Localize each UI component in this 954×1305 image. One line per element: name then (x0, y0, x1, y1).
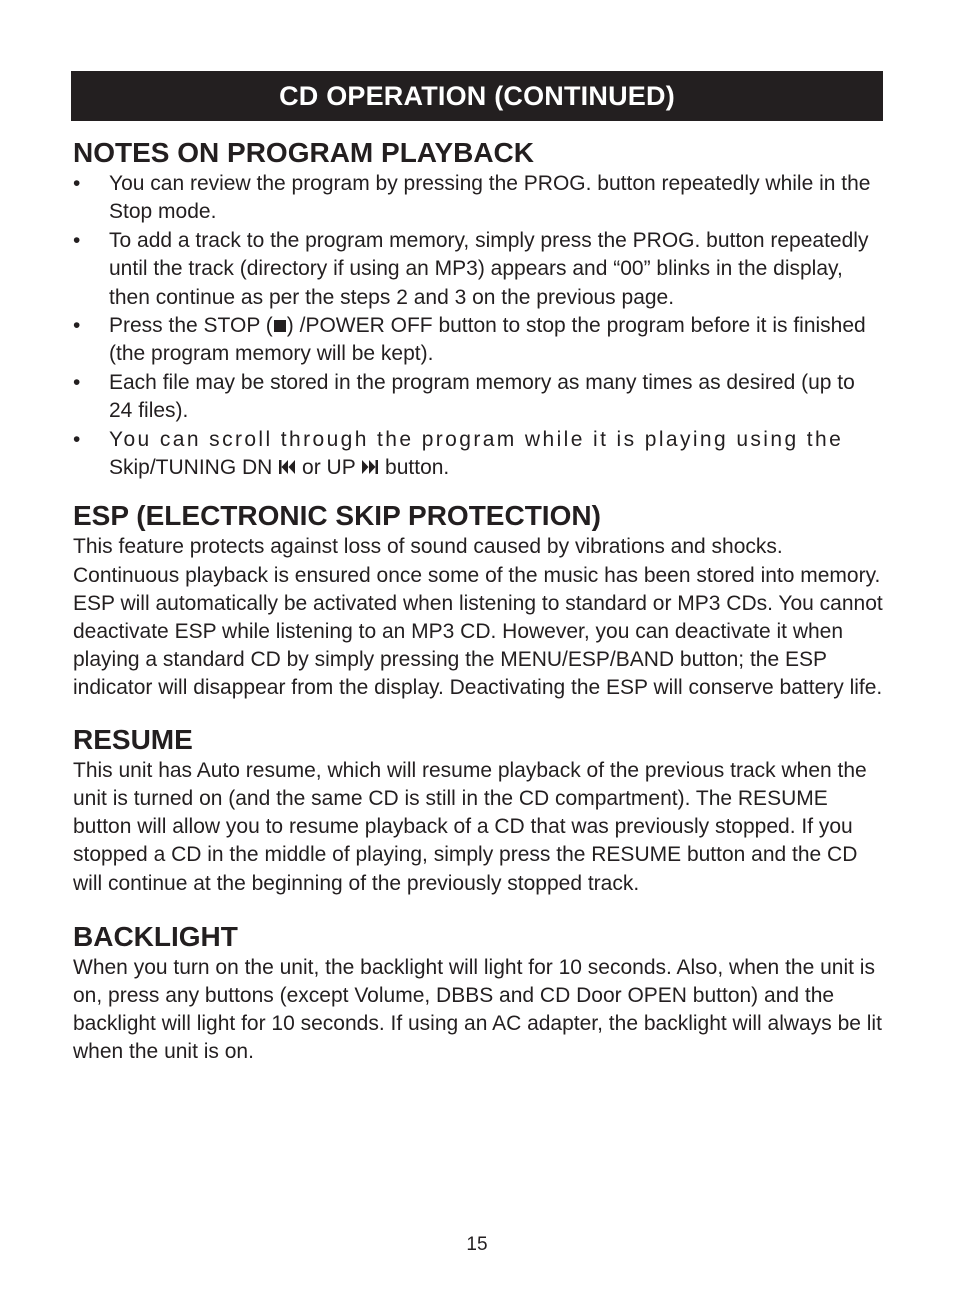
banner-title: CD OPERATION (CONTINUED) (279, 80, 675, 111)
list-item: • You can review the program by pressing the PROG. button repeatedly while in the Stop mode. (73, 172, 871, 224)
skip-back-icon (278, 458, 296, 476)
esp-paragraph-1: This feature protects against loss of sound caused by vibrations and shocks. Continuous playback is ensured once some of the music has been stored into memory. (73, 535, 881, 587)
section-banner (71, 71, 883, 121)
resume-paragraph: This unit has Auto resume, which will resume playback of the previous track when the unit is turned on (and the same CD is still in the CD compartment). The RESUME button will allow you to resume playback of a CD that was previously stopped. If you stopped a CD in the middle of playing, simply press the RESUME button and the CD will continue at the beginning of the previously stopped track. (73, 758, 867, 895)
skip-forward-icon (361, 458, 379, 476)
page-number: 15 (466, 1234, 488, 1255)
esp-heading: ESP (ELECTRONIC SKIP PROTECTION) (73, 500, 601, 532)
esp-paragraph-2: ESP will automatically be activated when listening to standard or MP3 CDs. You cannot deactivate ESP while listening to an MP3 CD. However, you can deactivate it when playing a standard CD by simply pressing the MENU/ESP/BAND button; the ESP indicator will disappear from the display. Deactivating the ESP will conserve battery life. (73, 591, 883, 700)
stop-icon (273, 318, 287, 334)
notes-heading: NOTES ON PROGRAM PLAYBACK (73, 137, 535, 168)
bullet-icon: • (73, 427, 83, 451)
list-item: • You can scroll through the program while it is playing using the Skip/TUNING DN or UP button. (73, 427, 844, 480)
backlight-heading: BACKLIGHT (73, 920, 238, 952)
notes-section (73, 136, 883, 482)
esp-section (73, 499, 883, 702)
bullet-icon: • (73, 228, 81, 252)
backlight-paragraph: When you turn on the unit, the backlight will light for 10 seconds. Also, when the unit is on, press any buttons (except Volume, DBBS and CD Door OPEN button) and the backlight will light for 10 seconds. If using an AC adapter, the backlight will always be lit when the unit is on. (73, 955, 882, 1064)
resume-section (73, 723, 883, 898)
list-item: • Press the STOP ( ) /POWER OFF button to stop the program before it is finished (the program memory will be kept). (73, 314, 866, 366)
notes-list (73, 170, 883, 482)
backlight-section (73, 920, 883, 1067)
bullet-icon: • (73, 172, 81, 195)
bullet-icon: • (73, 314, 81, 338)
list-item: • To add a track to the program memory, simply press the PROG. button repeatedly until the track (directory if using an MP3) appears and “00” blinks in the display, then continue as per the steps 2 and 3 on the previous page. (73, 228, 869, 309)
page-content (73, 136, 883, 1067)
resume-heading: RESUME (73, 723, 193, 755)
bullet-icon: • (73, 370, 81, 394)
list-item: • Each file may be stored in the program memory as many times as desired (up to 24 files). (73, 370, 855, 423)
